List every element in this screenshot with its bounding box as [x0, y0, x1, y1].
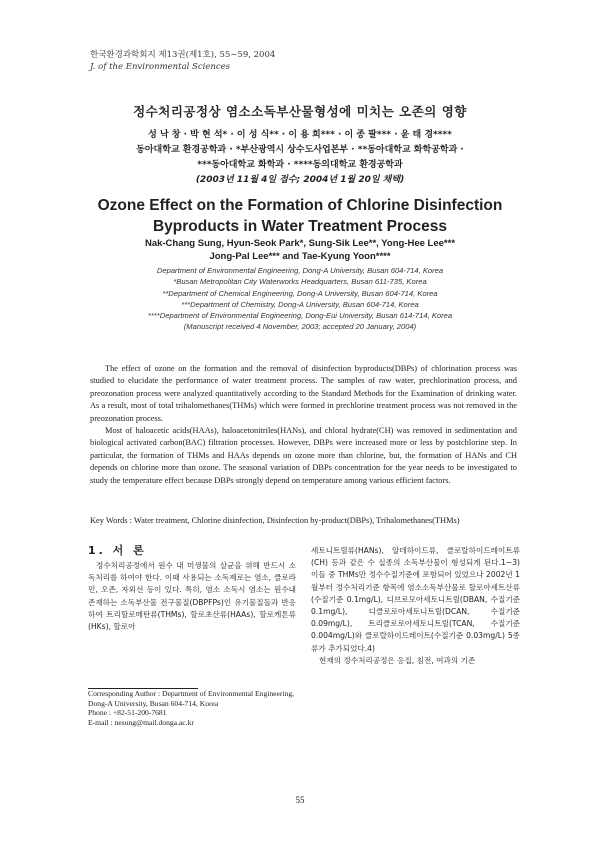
korean-title: 정수처리공정상 염소소독부산물형성에 미치는 오존의 영향	[133, 104, 467, 119]
manuscript-dates: (Manuscript received 4 November, 2003; accepted 20 January, 2004)	[183, 322, 417, 332]
affiliations	[40, 265, 560, 333]
korean-received-dates: (2003년 11월 4일 접수; 2004년 1월 20일 채택)	[195, 175, 405, 185]
korean-affiliations-2: ***동아대학교 화학과 · ****동의대학교 환경공학과	[197, 160, 403, 170]
phone: Phone : +82-51-200-7681	[88, 708, 167, 718]
korean-authors: 성 낙 창 · 박 현 석* · 이 성 식** · 이 용 희*** · 이 종 팔*** · 윤 태 경****	[148, 130, 452, 140]
corresponding-author: Corresponding Author : Department of Environmental Engineering, Dong-A University, Busan 604-714, Korea	[88, 689, 295, 708]
body-paragraph-left: 정수처리공정에서 원수 내 미생물의 살균을 위해 반드시 소독처리를 하여야 한다. 이때 사용되는 소독제로는 염소, 클로라민, 오존, 자외선 등이 있다. 특히, 염소 소독시 염소는 원수내 존재하는 소독부산물 전구물질(DBPFPs)인 유기물질들과 반응하여 트리할로메탄류(THMs), 할로초산류(HAAs), 할로케톤류(HKs), 할로아	[88, 561, 296, 632]
right-column	[311, 545, 520, 667]
affiliation-1: Department of Environmental Engineering, Dong-A University, Busan 604-714, Korea	[156, 266, 444, 275]
journal-name: J. of the Environmental Sciences	[90, 62, 231, 72]
korean-authors-block	[60, 128, 540, 188]
english-authors-line-1: Nak-Chang Sung, Hyun-Seok Park*, Sung-Sik Lee**, Yong-Hee Lee***	[144, 238, 456, 249]
keywords: Key Words : Water treatment, Chlorine disinfection, Disinfection by-product(DBPs), Trihalomethanes(THMs)	[90, 516, 460, 525]
body-paragraph-right-1: 세토니트릴류(HANs), 알데하이드류, 클로랄하이드레이트류(CH) 등과 같은 수 십종의 소독부산물이 형성되게 된다.1~3) 이들 중 THMs만 정수수질기준에 포함되어 있었으나 2002년 1월부터 정수처리기준 항목에 염소소독부산물로 할로아세트산류(수질기준 0.1mg/L), 디브로모아세토니트릴(DBAN, 수질기준 0.1mg/L), 디클로로아세토니트릴(DCAN, 수질기준 0.09mg/L), 트리클로로아세토니트릴(TCAN, 수질기준 0.004mg/L)와 클로랄하이드레이트(수질기준 0.03mg/L) 5종류가 추가되었다.4)	[311, 546, 520, 653]
abstract-paragraph-2: Most of haloacetic acids(HAAs), haloacetonitriles(HANs), and chloral hydrate(CH) was removed in sedimentation and biological activated carbon(BAC) filtration processes. However, DBPs were increased more or less by postchlorine step. In particular, the formation of THMs and HAAs depends on ozone more than chlorine, but, the formation of HANs and CH depends on chlorine more than ozone. The seasonal variation of DBPs concentration for the year needs to be investigated to study the temperature effect because DBPs strongly depend on temperature among various efficient factors.	[90, 426, 517, 485]
english-title-line-2: Byproducts in Water Treatment Process	[152, 218, 447, 235]
email: E-mail : nesung@mail.donga.ac.kr	[88, 717, 194, 727]
affiliation-3: **Department of Chemical Engineering, Dong-A University, Busan 604-714, Korea	[162, 288, 438, 298]
affiliation-5: ****Department of Environmental Engineering, Dong-Eui University, Busan 614-714, Korea	[147, 311, 453, 321]
page-number: 55	[295, 795, 305, 805]
body-paragraph-right-2: 현재의 정수처리공정은 응집, 침전, 여과의 기존	[319, 655, 476, 665]
english-authors-line-2: Jong-Pal Lee*** and Tae-Kyung Yoon****	[209, 251, 391, 262]
section-heading: 1. 서 론	[88, 544, 147, 557]
footnote	[88, 689, 298, 727]
korean-affiliations-1: 동아대학교 환경공학과 · *부산광역시 상수도사업본부 · **동아대학교 화학공학과 ·	[136, 145, 464, 155]
journal-header	[90, 49, 275, 73]
left-column	[88, 560, 296, 633]
affiliation-4: ***Department of Chemistry, Dong-A University, Busan 604-714, Korea	[181, 299, 419, 309]
journal-volume-line: 한국환경과학회지 제13권(제1호), 55~59, 2004	[90, 50, 276, 60]
abstract	[90, 363, 517, 487]
abstract-paragraph-1: The effect of ozone on the formation and the removal of disinfection byproducts(DBPs) of chlorination process was studied to elucidate the performance of water treatment process. The samples of raw water, prechlorination process, and preozonation process were analyzed quantitatively according to the Standard Methods for the Examination of drinking water. As a result, most of total trihalomethanes(THMs) which were formed in prechlorine treatment process was not removed in the preozonation process.	[90, 364, 517, 423]
english-title	[40, 195, 560, 237]
affiliation-2: *Busan Metropolitan City Waterworks Headquarters, Busan 611-735, Korea	[173, 277, 427, 287]
english-title-line-1: Ozone Effect on the Formation of Chlorine Disinfection	[97, 197, 503, 214]
english-authors	[40, 237, 560, 263]
